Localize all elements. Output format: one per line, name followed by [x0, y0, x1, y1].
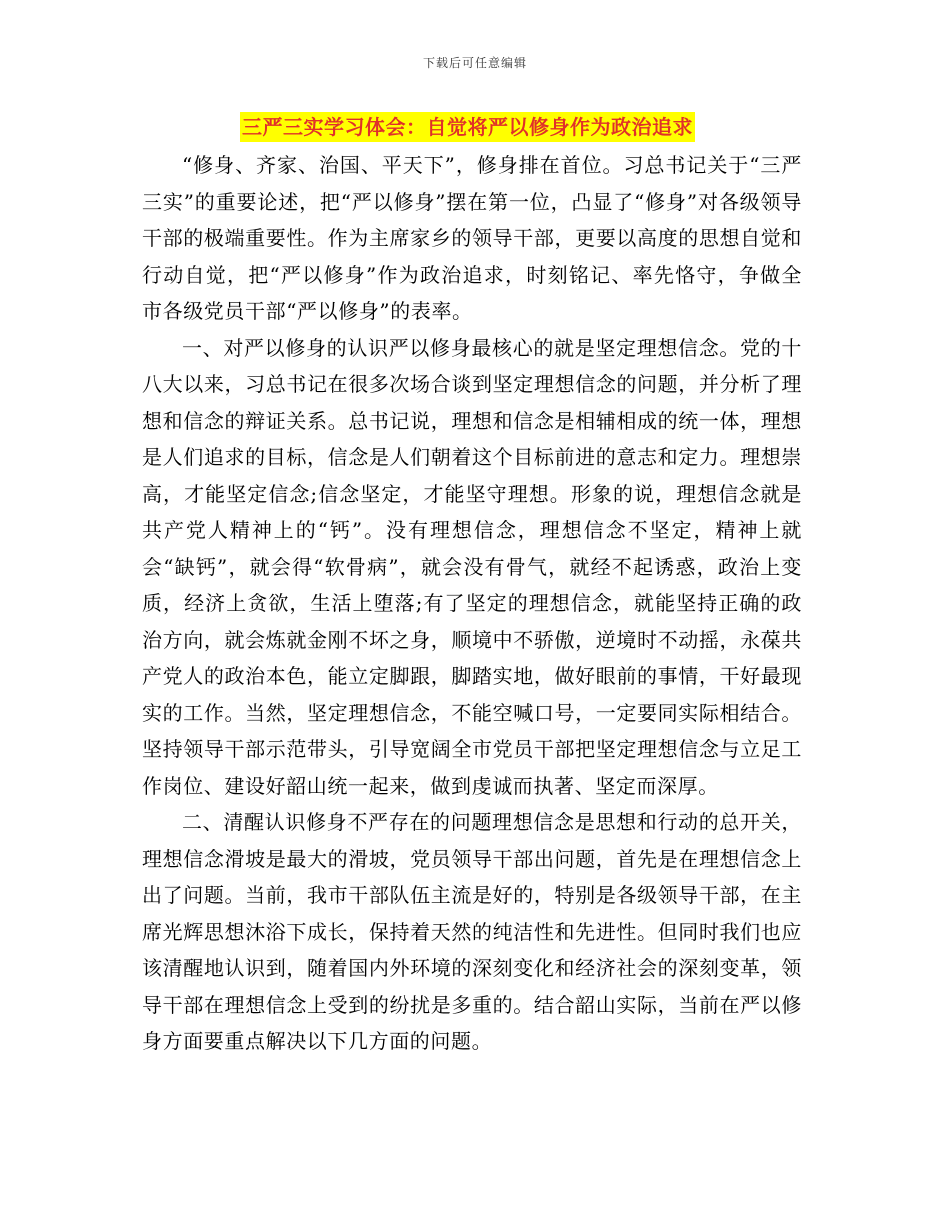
- paragraph-section-one: 一、对严以修身的认识严以修身最核心的就是坚定理想信念。党的十八大以来，习总书记在很多次场合谈到坚定理想信念的问题，并分析了理想和信念的辩证关系。总书记说，理想和信念是相辅相成的统一体，理想是人们追求的目标，信念是人们朝着这个目标前进的意志和定力。理想崇高，才能坚定信念;信念坚定，才能坚守理想。形象的说，理想信念就是共产党人精神上的“钙”。没有理想信念，理想信念不坚定，精神上就会“缺钙”，就会得“软骨病”，就会没有骨气，就经不起诱惑，政治上变质，经济上贪欲，生活上堕落;有了坚定的理想信念，就能坚持正确的政治方向，就会炼就金刚不坏之身，顺境中不骄傲，逆境时不动摇，永葆共产党人的政治本色，能立定脚跟，脚踏实地，做好眼前的事情，干好最现实的工作。当然，坚定理想信念，不能空喊口号，一定要同实际相结合。坚持领导干部示范带头，引导宽阔全市党员干部把坚定理想信念与立足工作岗位、建设好韶山统一起来，做到虔诚而执著、坚定而深厚。: [142, 335, 802, 798]
- header-note: 下载后可任意编辑: [422, 56, 527, 70]
- document-title: 三严三实学习体会：自觉将严以修身作为政治追求: [240, 112, 695, 142]
- paragraph-section-two: 二、清醒认识修身不严存在的问题理想信念是思想和行动的总开关，理想信念滑坡是最大的滑坡，党员领导干部出问题，首先是在理想信念上出了问题。当前，我市干部队伍主流是好的，特别是各级领导干部，在主席光辉思想沐浴下成长，保持着天然的纯洁性和先进性。但同时我们也应该清醒地认识到，随着国内外环境的深刻变化和经济社会的深刻变革，领导干部在理想信念上受到的纷扰是多重的。结合韶山实际，当前在严以修身方面要重点解决以下几方面的问题。: [142, 810, 802, 1053]
- paragraph-intro: “修身、齐家、治国、平天下”，修身排在首位。习总书记关于“三严三实”的重要论述，把“严以修身”摆在第一位，凸显了“修身”对各级领导干部的极端重要性。作为主席家乡的领导干部，更要以高度的思想自觉和行动自觉，把“严以修身”作为政治追求，时刻铭记、率先恪守，争做全市各级党员干部“严以修身”的表率。: [142, 153, 802, 323]
- title-container: [240, 112, 760, 142]
- document-body: [142, 147, 802, 1060]
